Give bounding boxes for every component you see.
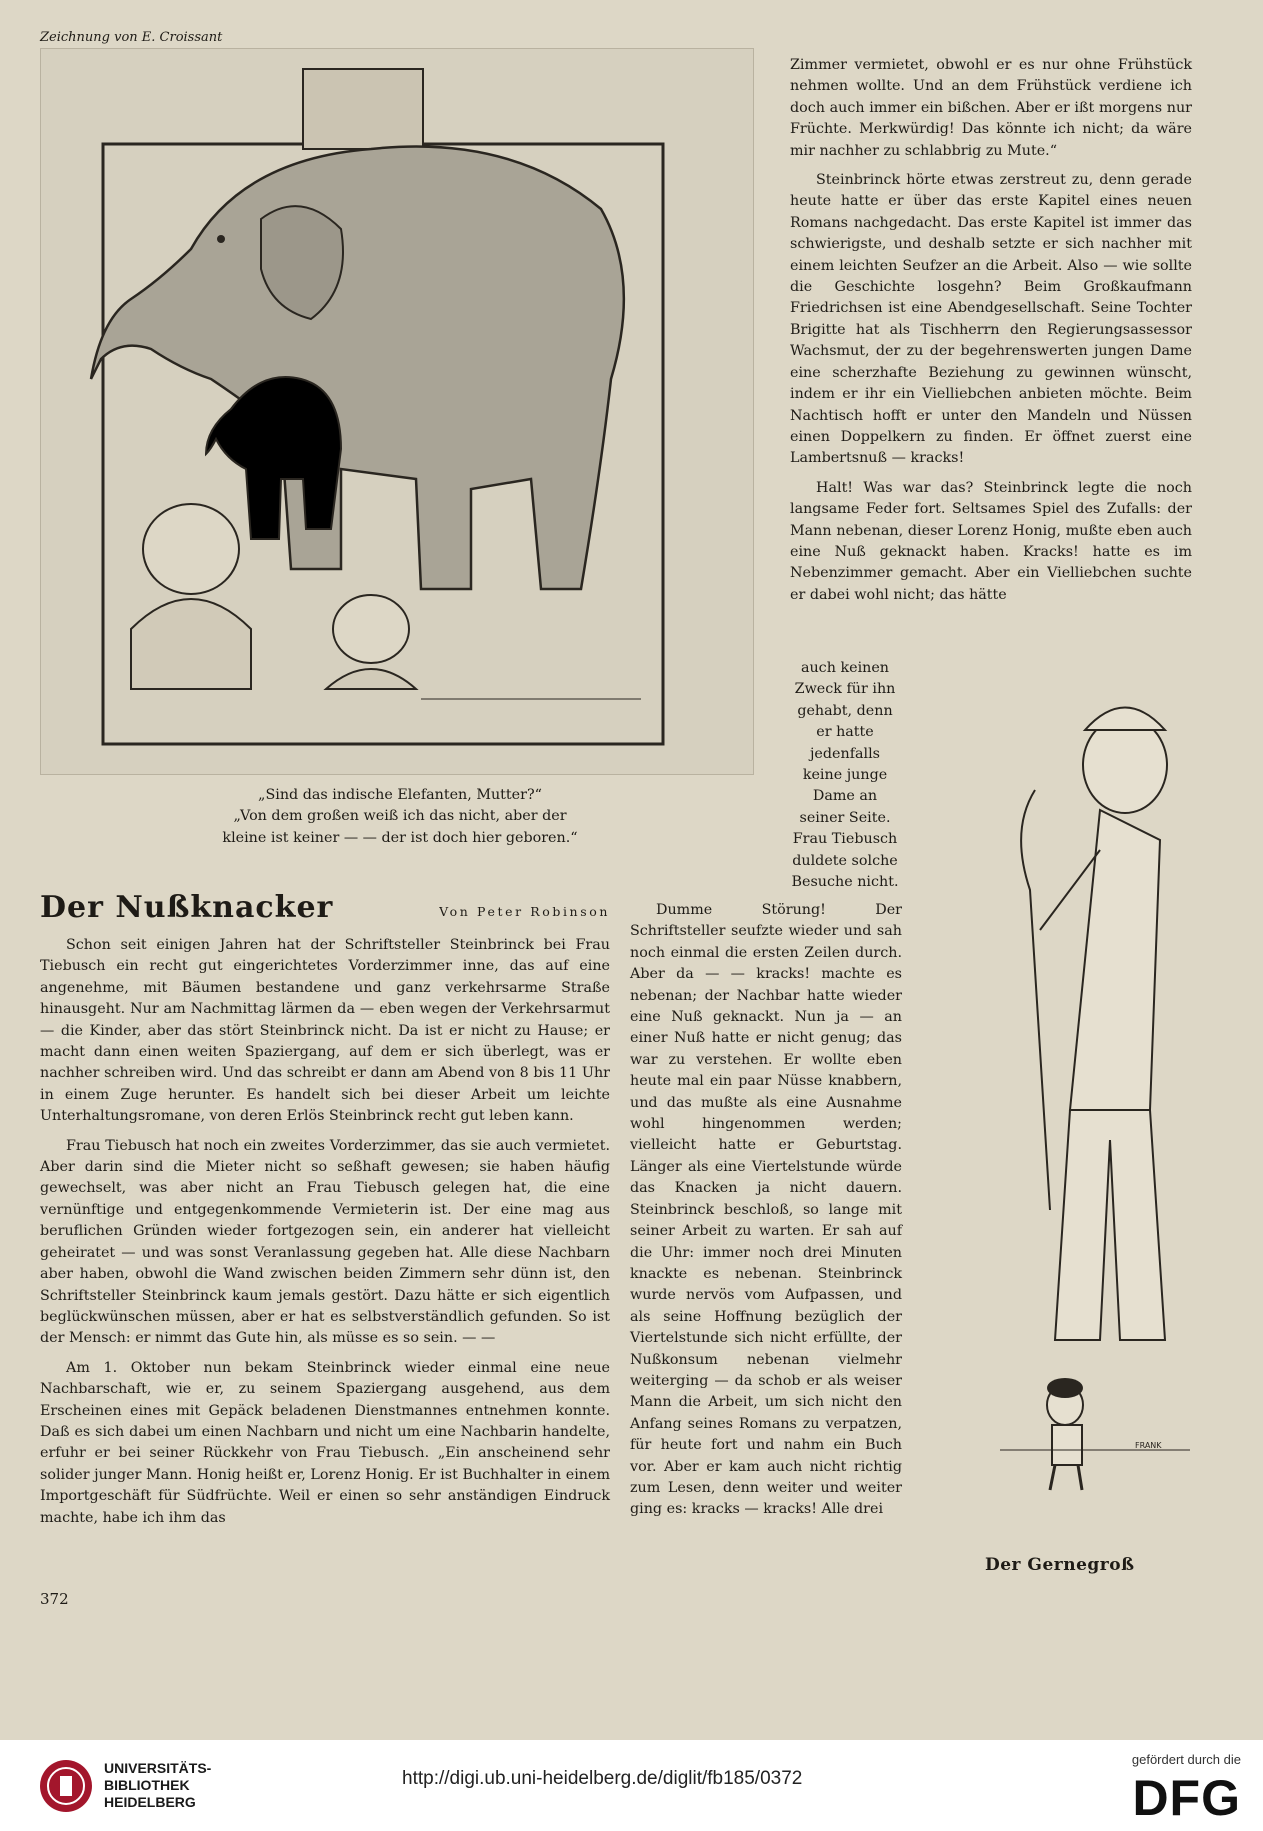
paragraph: Zimmer vermietet, obwohl er es nur ohne Frühstück nehmen wollte. Und an dem Frühstück verdiene ich doch auch immer ein bißchen. Aber er ißt morgens nur Früchte. Merkwürdig! Das könnte ich nicht; da wäre mir nachher zu schlabbrig zu Mute.“ [790, 57, 1192, 159]
middle-column [630, 900, 902, 1580]
paragraph: Steinbrinck hörte etwas zerstreut zu, denn gerade heute hatte er über das erste Kapitel eines neuen Romans nachgedacht. Das erste Kapitel ist immer das schwierigste, und deshalb setzte er sich nachher mit einem leichten Seufzer an die Arbeit. Also — wie sollte die Geschichte losgehn? Beim Großkaufmann Friedrichsen ist eine Abendgesellschaft. Seine Tochter Brigitte hat als Tischherrn den Regierungsassessor Wachsmut, der zu der begehrenswerten jungen Dame eine scherzhafte Beziehung zu gewinnen wünscht, indem er ihr ein Vielliebchen anbieten möchte. Beim Nachtisch hofft er unter den Mandeln und Nüssen einen Doppelkern zu finden. Er öffnet zuerst eine Lambertsnuß — kracks! [790, 172, 1192, 467]
elephant-illustration [40, 48, 754, 775]
paragraph: Schon seit einigen Jahren hat der Schriftsteller Steinbrinck bei Frau Tiebusch ein recht gut eingerichtetes Vorderzimmer inne, das auf eine angenehme, mit Bäumen bestandene und ganz verkehrsarme Straße hinausgeht. Nur am Nachmittag lärmen da — eben wegen der Verkehrsarmut — die Kinder, aber das stört Steinbrinck nicht. Da ist er nicht zu Hause; er macht dann einen weiten Spaziergang, auf dem er sich überlegt, was er nachher schreiben wird. Und das schreibt er dann am Abend von 8 bis 11 Uhr in einem Zuge herunter. Es handelt sich bei dieser Arbeit um leichte Unterhaltungsromane, von deren Erlös Steinbrinck recht gut leben kann. [40, 937, 610, 1125]
paragraph: Frau Tiebusch hat noch ein zweites Vorderzimmer, das sie auch vermietet. Aber darin sind die Mieter nicht so seßhaft gewesen; sie haben häufig gewechselt, was aber nicht an Frau Tiebusch gelegen hat, die eine vernünftige und entgegenkommende Vermieterin ist. Der eine mag aus beruflichen Gründen wieder fortgezogen sein, ein anderer hat vielleicht geheiratet — und was sonst Veranlassung gegeben hat. Alle diese Nachbarn aber haben, obwohl die Wand zwischen beiden Zimmern sehr dünn ist, den Schriftsteller Steinbrinck kaum jemals gestört. Dazu hätte er sich eigentlich beglückwünschen müssen, aber er hat es selbstverständlich gefunden. So ist der Mensch: er nimmt das Gute hin, als müsse es so sein. — — [40, 1137, 610, 1347]
paragraph: Dumme Störung! Der Schriftsteller seufzte wieder und sah noch einmal die ersten Zeilen durch. Aber da — — kracks! machte es nebenan; der Nachbar hatte wieder eine Nuß geknackt. Nun ja — an einer Nuß hatte er nicht genug; das war zu verstehen. Er wollte eben heute mal ein paar Nüsse knabbern, und das mußte als eine Ausnahme wohl hingenommen werden; vielleicht hatte er Geburtstag. Länger als eine Viertelstunde würde das Knacken ja nicht dauern. Steinbrinck beschloß, so lange mit seiner Arbeit zu warten. Er sah auf die Uhr: immer noch drei Minuten knackte es nebenan. Steinbrinck wurde nervös vom Aufpassen, und als seine Hoffnung bezüglich der Viertelstunde sich nicht erfüllte, der Nußkonsum nebenan vielmehr weiterging — da schob er als weiser Mann die Arbeit, um sich nicht den Anfang seines Romans zu verpatzen, für heute fort und nahm ein Buch vor. Aber er kam auch nicht richtig zum Lesen, denn weiter und weiter ging es: kracks — kracks! Alle drei [630, 902, 902, 1518]
elephant-drawing [41, 49, 753, 774]
cartoon-signature: FRANK [1135, 1441, 1162, 1450]
institution-line: UNIVERSITÄTS- [104, 1760, 212, 1776]
right-top-column [790, 55, 1192, 667]
dfg-logo: DFG [1132, 1770, 1241, 1826]
narrow-column-top [790, 658, 900, 891]
cartoon-illustration [960, 690, 1195, 1545]
caption-line: „Von dem großen weiß ich das nicht, aber der [233, 808, 567, 825]
digitization-link[interactable]: http://digi.ub.uni-heidelberg.de/diglit/fb185/0372 [402, 1768, 803, 1789]
illustration-credit: Zeichnung von E. Croissant [40, 30, 223, 45]
left-column [40, 935, 610, 1583]
page-number: 372 [40, 1590, 69, 1608]
institution-line: BIBLIOTHEK [104, 1777, 190, 1793]
institution-name [104, 1760, 211, 1811]
caption-line: „Sind das indische Elefanten, Mutter?“ [258, 787, 542, 803]
viewer-footer [0, 1740, 1263, 1831]
article-byline: Von Peter Robinson [439, 904, 610, 919]
article-header [40, 890, 610, 932]
university-seal-icon [38, 1758, 94, 1814]
gernegross-drawing [960, 690, 1195, 1545]
institution-line: HEIDELBERG [104, 1794, 196, 1810]
caption-line: kleine ist keiner — — der ist doch hier geboren.“ [222, 829, 578, 846]
article-title: Der Nußknacker [40, 890, 334, 925]
paragraph: auch keinen Zweck für ihn gehabt, denn er hatte jedenfalls keine junge Dame an seiner Seite. Frau Tiebusch duldete solche Besuche nicht. [791, 660, 899, 891]
cartoon-caption: Der Gernegroß [985, 1555, 1135, 1575]
illustration-caption [190, 785, 610, 849]
funding-label: gefördert durch die [1131, 1752, 1241, 1767]
paragraph: Halt! Was war das? Steinbrinck legte die noch langsame Feder fort. Seltsames Spiel des Zufalls: der Mann nebenan, dieser Lorenz Honig, mußte eben auch eine Nuß geknackt haben. Kracks! hatte es im Nebenzimmer gemacht. Aber ein Vielliebchen suchte er dabei wohl nicht; das hätte [790, 479, 1192, 603]
paragraph: Am 1. Oktober nun bekam Steinbrinck wieder einmal eine neue Nachbarschaft, wie er, zu seinem Spaziergang ausgehend, aus dem Erscheinen eines mit Gepäck beladenen Dienstmannes entnehmen konnte. Daß es sich dabei um einen Nachbarn und nicht um eine Nachbarin handelte, erfuhr er bei seiner Rückkehr von Frau Tiebusch. „Ein anscheinend sehr solider junger Mann. Honig heißt er, Lorenz Honig. Er ist Buchhalter in einem Importgeschäft für Südfrüchte. Weil er einen so sehr anständigen Eindruck machte, habe ich ihm das [40, 1359, 610, 1526]
